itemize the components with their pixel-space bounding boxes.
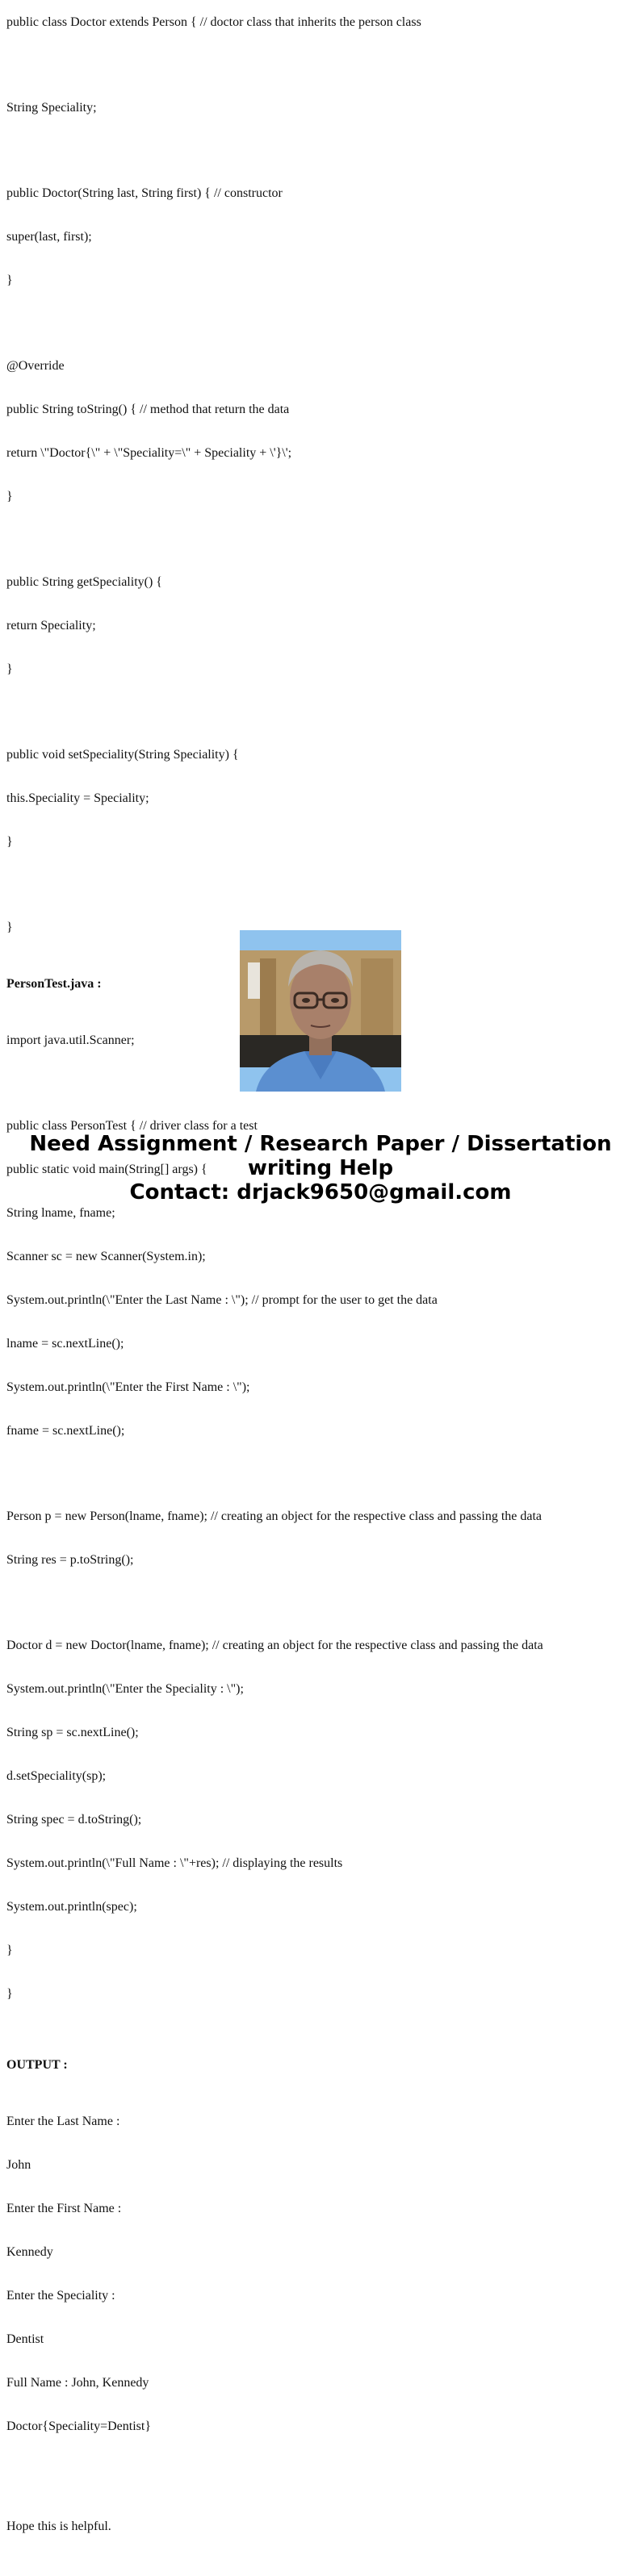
code-block [6,546,636,706]
code-line: public class PersonTest { // driver class for a test [6,1119,258,1133]
code-line: @Override [6,359,65,373]
code-block [6,1480,636,1597]
output-line: Doctor{Speciality=Dentist} [6,2419,152,2433]
code-line: public String getSpeciality() { [6,575,162,589]
code-line: public String toString() { // method that return the data [6,403,290,416]
code-line: fname = sc.nextLine(); [6,1424,125,1438]
code-block [6,72,636,144]
code-line: } [6,662,13,676]
code-line: public Doctor(String last, String first) { // constructor [6,186,283,200]
code-line: public void setSpeciality(String Speciality) { [6,748,239,762]
spacer [6,2044,636,2058]
output-line: Enter the Last Name : [6,2115,120,2128]
promo-contact-line: Contact: drjack9650@gmail.com [129,1180,512,1204]
portrait-image [240,930,401,1092]
closing-line: Hope this is helpful. [6,2520,111,2533]
answer-content [6,0,636,2576]
code-line: super(last, first); [6,230,92,244]
code-line: String lname, fname; [6,1206,115,1220]
code-line: System.out.println(\"Enter the Last Name : \"); // prompt for the user to get the data [6,1293,438,1307]
code-line: String sp = sc.nextLine(); [6,1726,139,1739]
spacer [6,2476,636,2490]
output-line: Kennedy [6,2245,53,2259]
closing-text [6,2490,636,2563]
code-line: return \"Doctor{\" + \"Speciality=\" + Speciality + \'}\'; [6,446,292,460]
code-line: System.out.println(\"Enter the First Name : \"); [6,1380,250,1394]
code-line: Scanner sc = new Scanner(System.in); [6,1250,206,1263]
output-line: John [6,2158,31,2172]
code-line: import java.util.Scanner; [6,1033,135,1047]
code-line: } [6,835,13,849]
promo-line: writing Help [247,1156,394,1180]
code-line: public static void main(String[] args) { [6,1163,207,1176]
section-heading-output: OUTPUT : [6,2058,68,2072]
code-line: System.out.println(spec); [6,1900,137,1914]
code-line: String spec = d.toString(); [6,1813,142,1827]
promo-banner [0,1132,641,1204]
code-line: String res = p.toString(); [6,1553,134,1567]
program-output [6,2085,636,2463]
code-line: lname = sc.nextLine(); [6,1337,124,1351]
promo-line: Need Assignment / Research Paper / Dissertation [29,1132,612,1156]
code-block [6,330,636,533]
code-line: } [6,273,13,287]
code-line: String Speciality; [6,101,97,115]
author-avatar [240,930,401,1092]
output-line: Full Name : John, Kennedy [6,2376,149,2390]
output-line: Dentist [6,2332,44,2346]
code-line: } [6,1943,13,1957]
code-block [6,719,636,879]
code-line: return Speciality; [6,619,96,633]
code-line: } [6,490,13,503]
code-line: Doctor d = new Doctor(lname, fname); // creating an object for the respective class and passing the data [6,1639,543,1652]
code-line: System.out.println(\"Enter the Speciality : \"); [6,1682,244,1696]
code-line: this.Speciality = Speciality; [6,791,149,805]
code-line: System.out.println(\"Full Name : \"+res); // displaying the results [6,1856,343,1870]
code-line: Person p = new Person(lname, fname); // creating an object for the respective class and passing the data [6,1509,543,1523]
code-block [6,1609,636,2031]
section-heading-persontest: PersonTest.java : [6,977,102,991]
code-line: } [6,1987,13,2001]
output-line: Enter the Speciality : [6,2289,115,2303]
code-block [6,0,636,59]
code-line: } [6,921,13,934]
code-line: public class Doctor extends Person { // doctor class that inherits the person class [6,15,421,29]
output-line: Enter the First Name : [6,2202,122,2215]
code-line: d.setSpeciality(sp); [6,1769,107,1783]
code-block [6,157,636,317]
